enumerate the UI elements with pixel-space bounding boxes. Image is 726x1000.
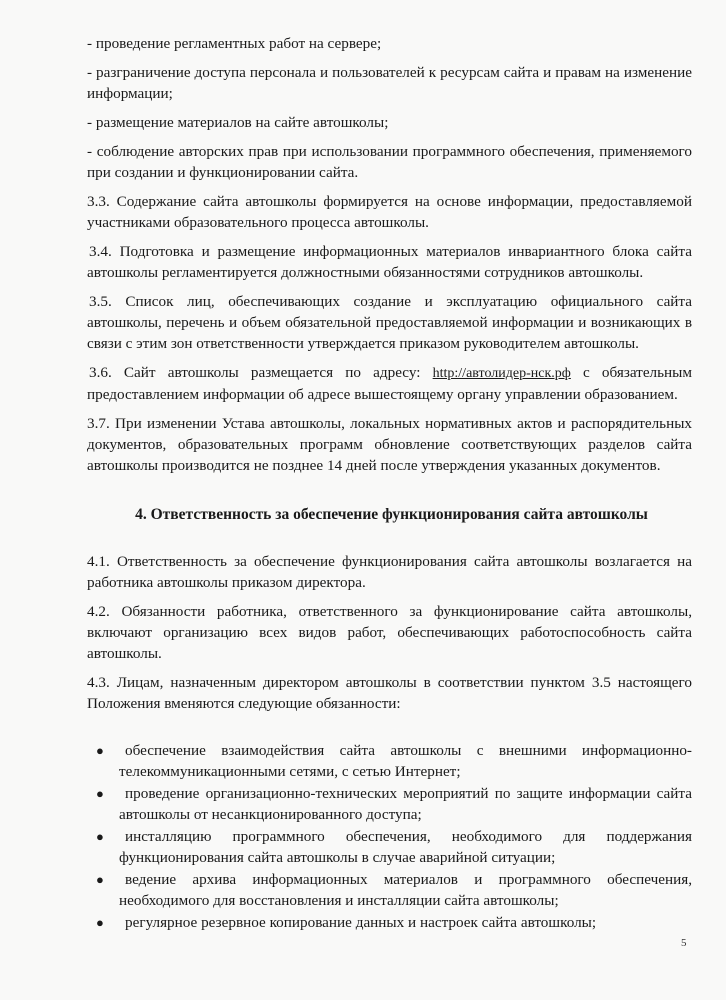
- duties-list: [87, 740, 692, 933]
- bullet-icon: ●: [96, 915, 104, 930]
- duty-item: [96, 740, 692, 782]
- list-item-access-control: - разграничение доступа персонала и пользователей к ресурсам сайта и правам на изменение информации;: [87, 64, 692, 102]
- duty-item: [96, 869, 692, 911]
- bullet-icon: ●: [96, 786, 104, 801]
- duty-text: обеспечение взаимодействия сайта автошколы с внешними информационно-телекоммуникационными сетями, с сетью Интернет;: [119, 742, 692, 780]
- paragraph-4-1: 4.1. Ответственность за обеспечение функционирования сайта автошколы возлагается на работника автошколы приказом директора.: [87, 553, 692, 591]
- duty-text: регулярное резервное копирование данных и настроек сайта автошколы;: [125, 914, 597, 931]
- bullet-icon: ●: [96, 872, 104, 887]
- site-address-link[interactable]: http://автолидер-нск.рф: [432, 366, 571, 381]
- duty-item: [96, 783, 692, 825]
- paragraph-3-6-text-end: с обязательным предоставлением информации об адресе вышестоящему органу управлении образованием.: [87, 364, 693, 403]
- paragraph-4-3: 4.3. Лицам, назначенным директором автошколы в соответствии пунктом 3.5 настоящего Положения вменяются следующие обязанности:: [87, 674, 692, 712]
- page-number: 5: [681, 937, 687, 949]
- list-item-material-placement: - размещение материалов на сайте автошколы;: [87, 114, 389, 131]
- duty-text: проведение организационно-технических мероприятий по защите информации сайта автошколы от несанкционированного доступа;: [119, 785, 692, 823]
- paragraph-4-2: 4.2. Обязанности работника, ответственного за функционирование сайта автошколы, включают организацию всех видов работ, обеспечивающих работоспособность сайта автошколы.: [87, 603, 692, 662]
- duty-text: ведение архива информационных материалов и программного обеспечения, необходимого для восстановления и инсталляции сайта автошколы;: [119, 871, 692, 909]
- list-item-server-maintenance: - проведение регламентных работ на сервере;: [87, 35, 382, 52]
- bullet-icon: ●: [96, 743, 104, 758]
- paragraph-3-4: 3.4. Подготовка и размещение информационных материалов инвариантного блока сайта автошколы регламентируется должностными обязанностями сотрудников автошколы.: [87, 243, 692, 281]
- bullet-icon: ●: [96, 829, 104, 844]
- paragraph-3-7: 3.7. При изменении Устава автошколы, локальных нормативных актов и распорядительных документов, образовательных программ обновление соответствующих разделов сайта автошколы производится не позднее 14 дней после утверждения указанных документов.: [87, 415, 692, 474]
- paragraph-3-6: [87, 362, 692, 405]
- duty-item: [96, 912, 692, 933]
- paragraph-3-6-text-start: 3.6. Сайт автошколы размещается по адресу:: [89, 364, 433, 381]
- document-page: [87, 33, 692, 934]
- duty-text: инсталляцию программного обеспечения, необходимого для поддержания функционирования сайта автошколы в случае аварийной ситуации;: [119, 828, 692, 866]
- section-4-heading: 4. Ответственность за обеспечение функционирования сайта автошколы: [135, 506, 648, 523]
- duty-item: [96, 826, 692, 868]
- paragraph-3-3: 3.3. Содержание сайта автошколы формируется на основе информации, предоставляемой участниками образовательного процесса автошколы.: [87, 193, 692, 231]
- list-item-copyright: - соблюдение авторских прав при использовании программного обеспечения, применяемого при создании и функционировании сайта.: [87, 143, 692, 181]
- paragraph-3-5: 3.5. Список лиц, обеспечивающих создание и эксплуатацию официального сайта автошколы, перечень и объем обязательной предоставляемой информации и возникающих в связи с этим зон ответственности утверждается приказом руководителем автошколы.: [87, 293, 692, 352]
